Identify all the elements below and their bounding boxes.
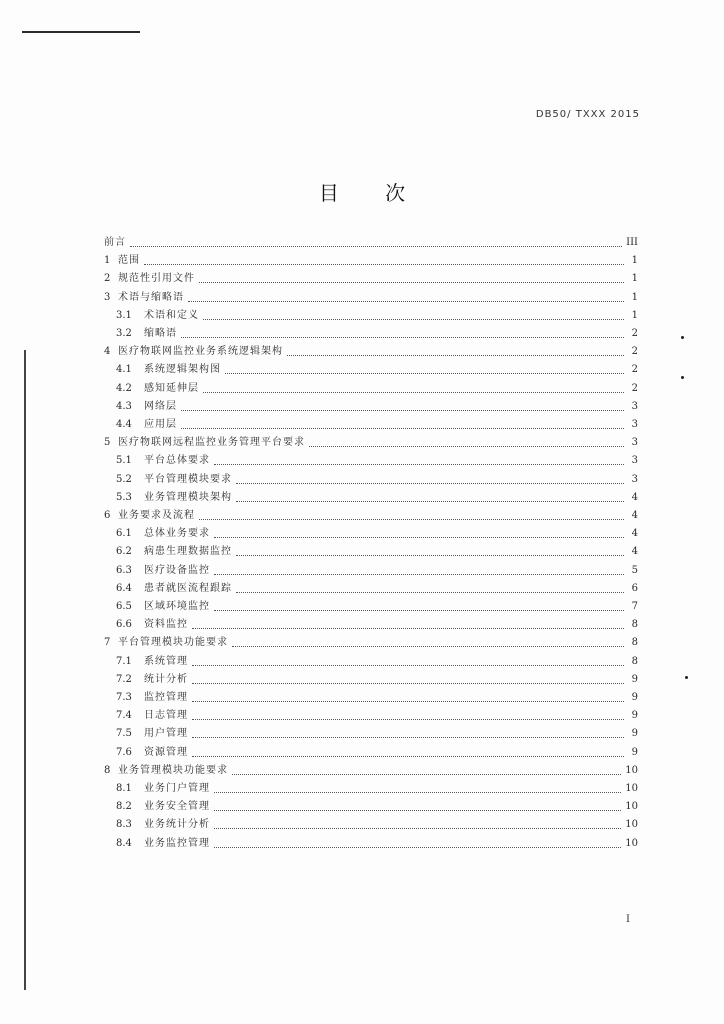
toc-page-number: 9 bbox=[631, 728, 638, 740]
toc-section-number: 6 bbox=[104, 510, 111, 521]
toc-page-number: 9 bbox=[631, 746, 638, 758]
toc-section-number: 7.6 bbox=[116, 746, 132, 758]
toc-entry[interactable] bbox=[104, 506, 638, 522]
toc-subentry[interactable] bbox=[116, 779, 638, 795]
toc-leader-dots bbox=[214, 609, 624, 611]
toc-label: 业务门户管理 bbox=[144, 783, 210, 794]
toc-subentry[interactable] bbox=[116, 451, 638, 467]
toc-leader-dots bbox=[225, 372, 624, 374]
toc-subentry[interactable] bbox=[116, 470, 638, 486]
toc-label: 统计分析 bbox=[144, 673, 188, 685]
toc-leader-dots bbox=[181, 409, 624, 411]
toc-page-number: 3 bbox=[631, 419, 638, 430]
toc-label: 缩略语 bbox=[144, 328, 177, 339]
toc-subentry[interactable] bbox=[116, 652, 638, 668]
toc-label: 系统管理 bbox=[144, 655, 188, 667]
toc-label: 系统逻辑架构图 bbox=[144, 364, 221, 376]
toc-page-number: 8 bbox=[631, 655, 638, 667]
document-code: DB50/ TXXX 2015 bbox=[535, 109, 640, 120]
toc-label: 总体业务要求 bbox=[144, 528, 210, 540]
toc-label: 监控管理 bbox=[144, 692, 188, 703]
title-char: 次 bbox=[385, 181, 406, 205]
toc-section-number: 5.2 bbox=[116, 473, 132, 485]
page-number: I bbox=[626, 914, 630, 925]
toc-leader-dots bbox=[214, 573, 624, 575]
toc-leader-dots bbox=[181, 336, 624, 338]
toc-leader-dots bbox=[192, 700, 624, 702]
toc-section-number: 7.5 bbox=[116, 728, 132, 740]
toc-section-number: 2 bbox=[104, 273, 111, 285]
toc-page-number: 10 bbox=[625, 837, 638, 849]
toc-section-number: 6.6 bbox=[116, 619, 132, 631]
toc-label: 应用层 bbox=[144, 419, 177, 430]
toc-section-number: 4.3 bbox=[116, 400, 132, 412]
toc-leader-dots bbox=[203, 391, 624, 393]
toc-leader-dots bbox=[214, 463, 624, 465]
toc-entry[interactable] bbox=[104, 233, 638, 249]
toc-page-number: 8 bbox=[631, 619, 638, 631]
scan-speck bbox=[681, 376, 684, 379]
toc-entry[interactable] bbox=[104, 633, 638, 649]
toc-label: 业务统计分析 bbox=[144, 819, 210, 831]
toc-section-number: 8.3 bbox=[116, 819, 132, 831]
toc-label: 范围 bbox=[118, 255, 140, 267]
toc-page-number: 4 bbox=[631, 491, 638, 503]
toc-subentry[interactable] bbox=[116, 415, 638, 431]
toc-leader-dots bbox=[214, 791, 621, 793]
toc-label: 资料监控 bbox=[144, 619, 188, 631]
toc-subentry[interactable] bbox=[116, 524, 638, 540]
toc-label: 业务安全管理 bbox=[144, 801, 210, 813]
toc-page-number: 4 bbox=[631, 546, 638, 558]
toc-subentry[interactable] bbox=[116, 743, 638, 759]
toc-label: 平台管理模块功能要求 bbox=[118, 637, 228, 649]
toc-leader-dots bbox=[192, 736, 624, 738]
toc-leader-dots bbox=[130, 245, 622, 247]
toc-label: 规范性引用文件 bbox=[118, 273, 195, 285]
toc-leader-dots bbox=[199, 518, 624, 520]
toc-page-number: 2 bbox=[631, 328, 638, 339]
toc-label: 平台管理模块要求 bbox=[144, 473, 232, 485]
toc-leader-dots bbox=[214, 827, 621, 829]
toc-subentry[interactable] bbox=[116, 834, 638, 850]
toc-leader-dots bbox=[144, 263, 624, 265]
toc-section-number: 4.1 bbox=[116, 364, 132, 376]
toc-subentry[interactable] bbox=[116, 670, 638, 686]
toc-entry[interactable] bbox=[104, 342, 638, 358]
toc-leader-dots bbox=[192, 755, 624, 757]
toc-page-number: 10 bbox=[625, 764, 638, 776]
toc-label: 业务要求及流程 bbox=[118, 510, 195, 521]
toc-label: 资源管理 bbox=[144, 746, 188, 758]
toc-subentry[interactable] bbox=[116, 724, 638, 740]
scan-artifact-line bbox=[22, 31, 140, 33]
toc-entry[interactable] bbox=[104, 269, 638, 285]
toc-section-number: 1 bbox=[104, 255, 111, 267]
toc-page-number: 9 bbox=[631, 710, 638, 722]
toc-leader-dots bbox=[309, 445, 624, 447]
toc-page-number: 1 bbox=[631, 255, 638, 267]
toc-subentry[interactable] bbox=[116, 597, 638, 613]
toc-page-number: 4 bbox=[631, 510, 638, 521]
toc-label: 业务管理模块功能要求 bbox=[118, 764, 228, 776]
toc-section-number: 6.4 bbox=[116, 582, 132, 594]
toc-label: 业务管理模块架构 bbox=[144, 491, 232, 503]
toc-page-number: 3 bbox=[631, 455, 638, 467]
toc-label: 术语与缩略语 bbox=[118, 291, 184, 303]
toc-page-number: 2 bbox=[631, 346, 638, 358]
toc-page-number: 5 bbox=[631, 564, 638, 576]
page-title bbox=[0, 177, 724, 206]
toc-page-number: 6 bbox=[631, 582, 638, 594]
toc-label: 医疗设备监控 bbox=[144, 564, 210, 576]
toc-subentry[interactable] bbox=[116, 797, 638, 813]
toc-leader-dots bbox=[192, 718, 624, 720]
toc-section-number: 5.3 bbox=[116, 491, 132, 503]
toc-section-number: 5.1 bbox=[116, 455, 132, 467]
toc-subentry[interactable] bbox=[116, 706, 638, 722]
toc-entry[interactable] bbox=[104, 433, 638, 449]
toc-leader-dots bbox=[192, 682, 624, 684]
toc-section-number: 6.5 bbox=[116, 601, 132, 612]
title-char: 目 bbox=[318, 181, 339, 205]
toc-leader-dots bbox=[181, 427, 624, 429]
toc-leader-dots bbox=[287, 354, 624, 356]
toc-label: 日志管理 bbox=[144, 710, 188, 722]
toc-page-number: 10 bbox=[625, 819, 638, 831]
toc-subentry[interactable] bbox=[116, 561, 638, 577]
toc-section-number: 8 bbox=[104, 764, 111, 776]
scan-speck bbox=[685, 676, 688, 679]
toc-section-number: 8.1 bbox=[116, 783, 132, 794]
toc-page-number: 8 bbox=[631, 637, 638, 649]
toc-page-number: 7 bbox=[631, 601, 638, 612]
toc-page-number: 1 bbox=[631, 291, 638, 303]
toc-section-number: 3 bbox=[104, 291, 111, 303]
scan-speck bbox=[681, 336, 684, 339]
toc-page-number: 3 bbox=[631, 437, 638, 449]
toc-label: 医疗物联网监控业务系统逻辑架构 bbox=[118, 346, 283, 358]
toc-subentry[interactable] bbox=[116, 397, 638, 413]
toc-section-number: 7.4 bbox=[116, 710, 132, 722]
toc-label: 用户管理 bbox=[144, 728, 188, 740]
toc-section-number: 6.1 bbox=[116, 528, 132, 540]
toc-section-number: 7.3 bbox=[116, 692, 132, 703]
toc-subentry[interactable] bbox=[116, 488, 638, 504]
toc-subentry[interactable] bbox=[116, 579, 638, 595]
toc-page-number: 2 bbox=[631, 382, 638, 394]
toc-page-number: 9 bbox=[631, 692, 638, 703]
toc-leader-dots bbox=[214, 809, 621, 811]
toc-page-number: 10 bbox=[625, 783, 638, 794]
toc-page-number: 9 bbox=[631, 673, 638, 685]
toc-leader-dots bbox=[188, 300, 624, 302]
toc-section-number: 6.3 bbox=[116, 564, 132, 576]
toc-leader-dots bbox=[236, 591, 624, 593]
toc-label: 区域环境监控 bbox=[144, 601, 210, 612]
toc-entry[interactable] bbox=[104, 288, 638, 304]
toc-leader-dots bbox=[199, 281, 624, 283]
toc-leader-dots bbox=[214, 536, 624, 538]
toc-section-number: 8.2 bbox=[116, 801, 132, 813]
toc-subentry[interactable] bbox=[116, 542, 638, 558]
toc-entry[interactable] bbox=[104, 761, 638, 777]
toc-label: 医疗物联网远程监控业务管理平台要求 bbox=[118, 437, 305, 449]
toc-section-number: 5 bbox=[104, 437, 111, 449]
toc-section-number: 8.4 bbox=[116, 837, 132, 849]
toc-page-number: 3 bbox=[631, 400, 638, 412]
toc-subentry[interactable] bbox=[116, 324, 638, 340]
toc-label: 网络层 bbox=[144, 400, 177, 412]
toc-section-number: 7 bbox=[104, 637, 111, 649]
toc-subentry[interactable] bbox=[116, 815, 638, 831]
toc-page-number: 1 bbox=[631, 309, 638, 321]
toc-page-number: 4 bbox=[631, 528, 638, 540]
toc-label: 平台总体要求 bbox=[144, 455, 210, 467]
toc-leader-dots bbox=[236, 482, 624, 484]
toc-leader-dots bbox=[236, 500, 624, 502]
toc-label: 术语和定义 bbox=[144, 309, 199, 321]
toc-section-number: 4.4 bbox=[116, 419, 132, 430]
toc-section-number: 3.1 bbox=[116, 309, 132, 321]
toc-section-number: 7.1 bbox=[116, 655, 132, 667]
toc-page-number: III bbox=[626, 237, 638, 248]
toc-label: 前言 bbox=[104, 237, 126, 248]
toc-page-number: 3 bbox=[631, 473, 638, 485]
toc-subentry[interactable] bbox=[116, 306, 638, 322]
toc-leader-dots bbox=[203, 318, 624, 320]
toc-subentry[interactable] bbox=[116, 688, 638, 704]
toc-leader-dots bbox=[232, 645, 624, 647]
toc-subentry[interactable] bbox=[116, 615, 638, 631]
toc-label: 病患生理数据监控 bbox=[144, 546, 232, 558]
toc-section-number: 4.2 bbox=[116, 382, 132, 394]
toc-label: 感知延伸层 bbox=[144, 382, 199, 394]
toc-page-number: 10 bbox=[625, 801, 638, 813]
toc-section-number: 6.2 bbox=[116, 546, 132, 558]
toc-section-number: 3.2 bbox=[116, 328, 132, 339]
toc-leader-dots bbox=[236, 554, 624, 556]
toc-leader-dots bbox=[192, 664, 624, 666]
scan-artifact-line bbox=[24, 350, 26, 990]
toc-leader-dots bbox=[192, 627, 624, 629]
toc-section-number: 4 bbox=[104, 346, 111, 358]
toc-page-number: 1 bbox=[631, 273, 638, 285]
toc-page-number: 2 bbox=[631, 364, 638, 376]
toc-label: 业务监控管理 bbox=[144, 837, 210, 849]
toc-subentry[interactable] bbox=[116, 360, 638, 376]
toc-label: 患者就医流程跟踪 bbox=[144, 582, 232, 594]
toc-leader-dots bbox=[232, 773, 621, 775]
toc-leader-dots bbox=[214, 846, 621, 848]
toc-entry[interactable] bbox=[104, 251, 638, 267]
toc-subentry[interactable] bbox=[116, 379, 638, 395]
toc-section-number: 7.2 bbox=[116, 673, 132, 685]
